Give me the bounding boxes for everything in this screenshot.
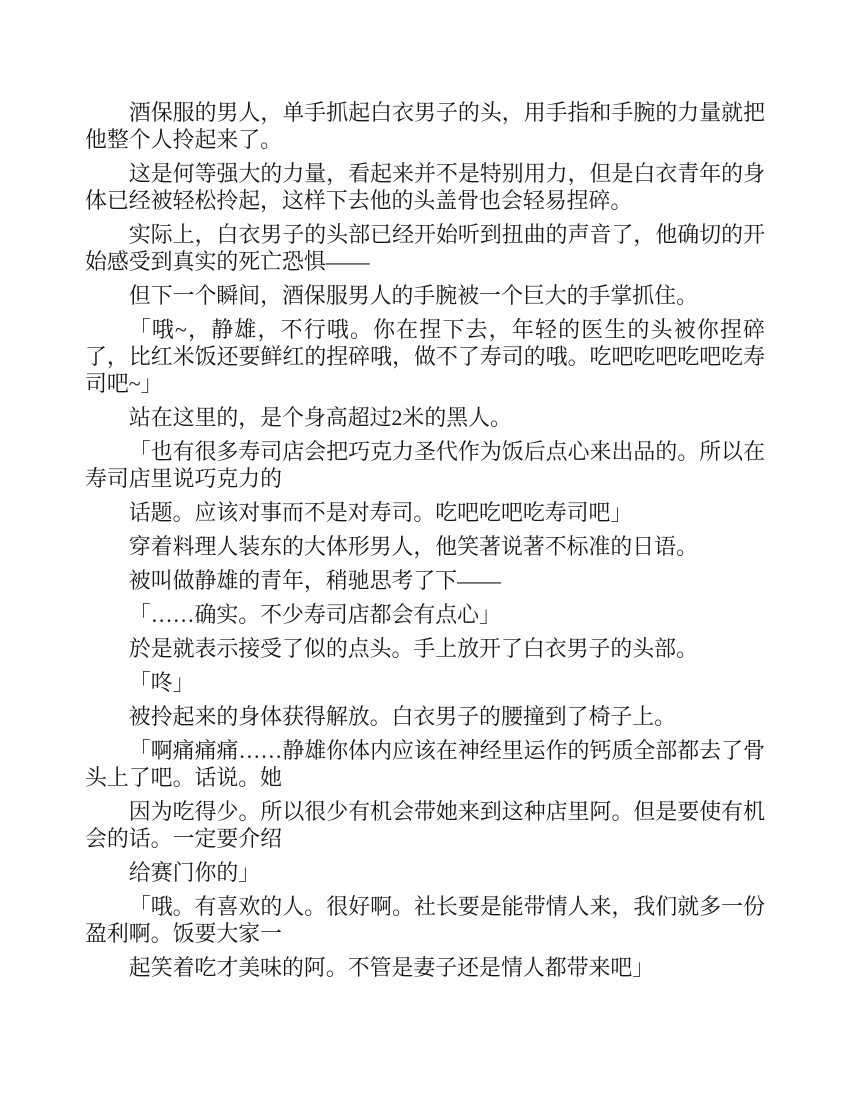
paragraph: 「咚」 [128, 670, 195, 695]
paragraph: 穿着料理人装东的大体形男人，他笑著说著不标准的日语。 [128, 534, 698, 559]
paragraph: 於是就表示接受了似的点头。手上放开了白衣男子的头部。 [128, 636, 698, 661]
paragraph: 被拎起来的身体获得解放。白衣男子的腰撞到了椅子上。 [128, 704, 677, 729]
paragraph: 因为吃得少。所以很少有机会带她来到这种店里阿。但是要使有机会的话。一定要介绍 [85, 799, 765, 851]
paragraph: 给赛门你的」 [128, 860, 261, 885]
paragraph: 话题。应该对事而不是对寿司。吃吧吃吧吃寿司吧」 [128, 500, 633, 525]
paragraph: 「也有很多寿司店会把巧克力圣代作为饭后点心来出品的。所以在寿司店里说巧克力的 [85, 439, 765, 491]
paragraph: 这是何等强大的力量，看起来并不是特别用力，但是白衣青年的身体已经被轻松拎起，这样下去他的头盖骨也会轻易捏碎。 [85, 161, 765, 213]
paragraph: 被叫做静雄的青年，稍驰思考了下—— [128, 568, 501, 593]
paragraph: 「……确实。不少寿司店都会有点心」 [128, 602, 501, 627]
paragraph: 酒保服的男人，单手抓起白衣男子的头，用手指和手腕的力量就把他整个人拎起来了。 [85, 100, 765, 152]
paragraph: 但下一个瞬间，酒保服男人的手腕被一个巨大的手掌抓住。 [128, 283, 698, 308]
paragraph: 「哦~，静雄，不行哦。你在捏下去，年轻的医生的头被你捏碎了，比红米饭还要鲜红的捏碎哦，做不了寿司的哦。吃吧吃吧吃吧吃寿司吧~」 [85, 317, 765, 396]
paragraph: 「啊痛痛痛……静雄你体内应该在神经里运作的钙质全部都去了骨头上了吧。话说。她 [85, 738, 765, 790]
paragraph: 起笑着吃才美味的阿。不管是妻子还是情人都带来吧」 [128, 955, 655, 980]
text-column [85, 99, 765, 988]
paragraph: 「哦。有喜欢的人。很好啊。社长要是能带情人来，我们就多一份盈利啊。饭要大家一 [85, 894, 765, 946]
paragraph: 实际上，白衣男子的头部已经开始听到扭曲的声音了，他确切的开始感受到真实的死亡恐惧—— [85, 222, 765, 274]
paragraph: 站在这里的，是个身高超过2米的黑人。 [128, 405, 512, 430]
